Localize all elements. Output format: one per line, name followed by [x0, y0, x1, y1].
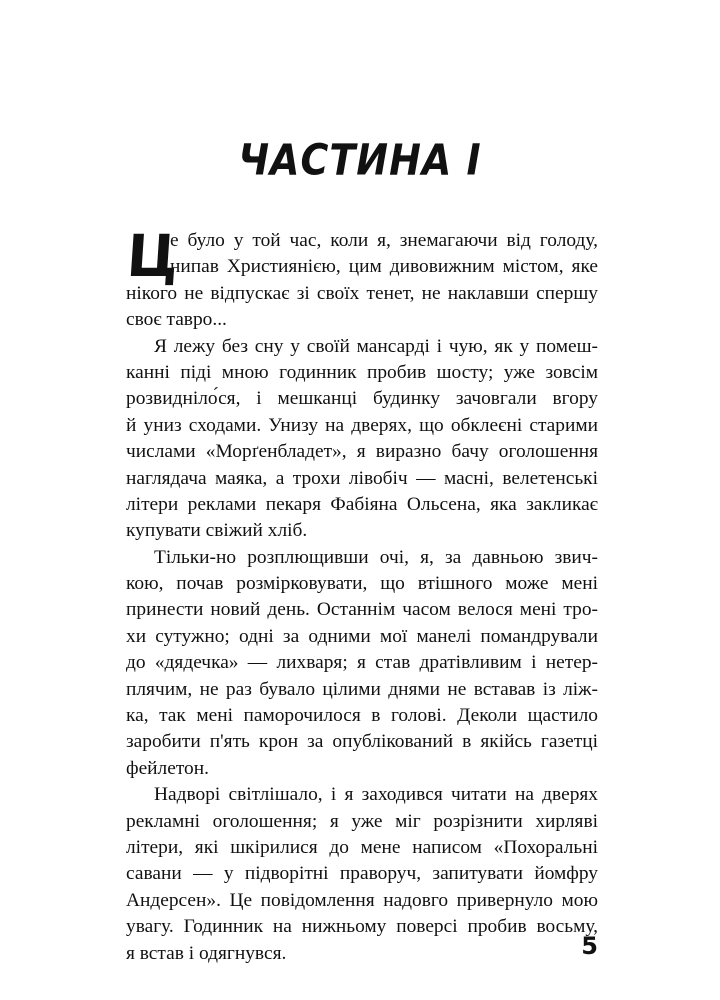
text-line: канні піді мною годинник пробив шосту; уже зовсім	[126, 361, 598, 383]
text-line: рекламні оголошення; я уже міг розрізнити хирляві	[126, 810, 598, 832]
text-line: нипав Християнією, цим дивовижним містом, яке	[170, 256, 598, 278]
text-line: савани — у підворітні праворуч, запитувати йомфру	[126, 863, 598, 885]
text-line: й униз сходами. Унизу на дверях, що обклеєні старими	[126, 414, 598, 436]
text-line: числами «Морґенбладет», я виразно бачу оголошення	[126, 441, 598, 463]
text-line: заробити п'ять крон за опублікований в якійсь газетці	[126, 731, 598, 753]
drop-cap	[124, 222, 181, 290]
text-line: фейлетон.	[126, 757, 209, 779]
text-line: купувати свіжий хліб.	[126, 520, 308, 542]
text-line: своє тавро...	[126, 309, 227, 331]
page-number: 5	[581, 932, 598, 960]
chapter-body	[124, 222, 598, 967]
text-line: плячим, не раз бувало цілими днями не вставав із ліж-	[126, 678, 598, 700]
text-line: хи сутужно; одні за одними мої манелі помандрували	[126, 625, 598, 647]
text-line: Я лежу без сну у своїй мансарді і чую, як у помеш-	[154, 335, 598, 357]
text-line: розвидніло́ся, і мешканці будинку зачовгали вгору	[126, 388, 598, 410]
paragraph-3	[126, 545, 598, 783]
text-line: кою, почав розмірковувати, що втішного може мені	[126, 573, 598, 595]
text-line: Андерсен». Це повідомлення надовго привернуло мою	[126, 889, 598, 911]
paragraph-4	[126, 782, 598, 967]
drop-cap-letter: Ц	[124, 222, 181, 290]
text-line: до «дядечка» — лихваря; я став дратівливим і нетер-	[126, 652, 598, 674]
text-line: ка, так мені паморочилося в голові. Деколи щастило	[126, 705, 598, 727]
text-line: увагу. Годинник на нижньому поверсі пробив восьму,	[126, 916, 598, 938]
text-line: Тільки-но розплющивши очі, я, за давньою звич-	[154, 546, 598, 568]
text-line: Надворі світлішало, і я заходився читати на дверях	[154, 784, 598, 806]
text-line: нікого не відпускає зі своїх тенет, не наклавши спершу	[126, 282, 598, 304]
text-line: я встав і одягнувся.	[126, 942, 287, 964]
chapter-title: ЧАСТИНА І	[238, 135, 482, 185]
text-line: літери реклами пекаря Фабіяна Ольсена, яка закликає	[126, 493, 598, 515]
paragraph-2	[126, 334, 598, 545]
text-line: принести новий день. Останнім часом велося мені тро-	[126, 599, 598, 621]
text-line: наглядача маяка, а трохи лівобіч — масні, велетенські	[126, 467, 598, 489]
paragraph-1	[124, 222, 598, 334]
text-line: літери, які шкірилися до мене написом «Похоральні	[126, 836, 598, 858]
text-line: е було у той час, коли я, знемагаючи від голоду,	[170, 230, 598, 251]
